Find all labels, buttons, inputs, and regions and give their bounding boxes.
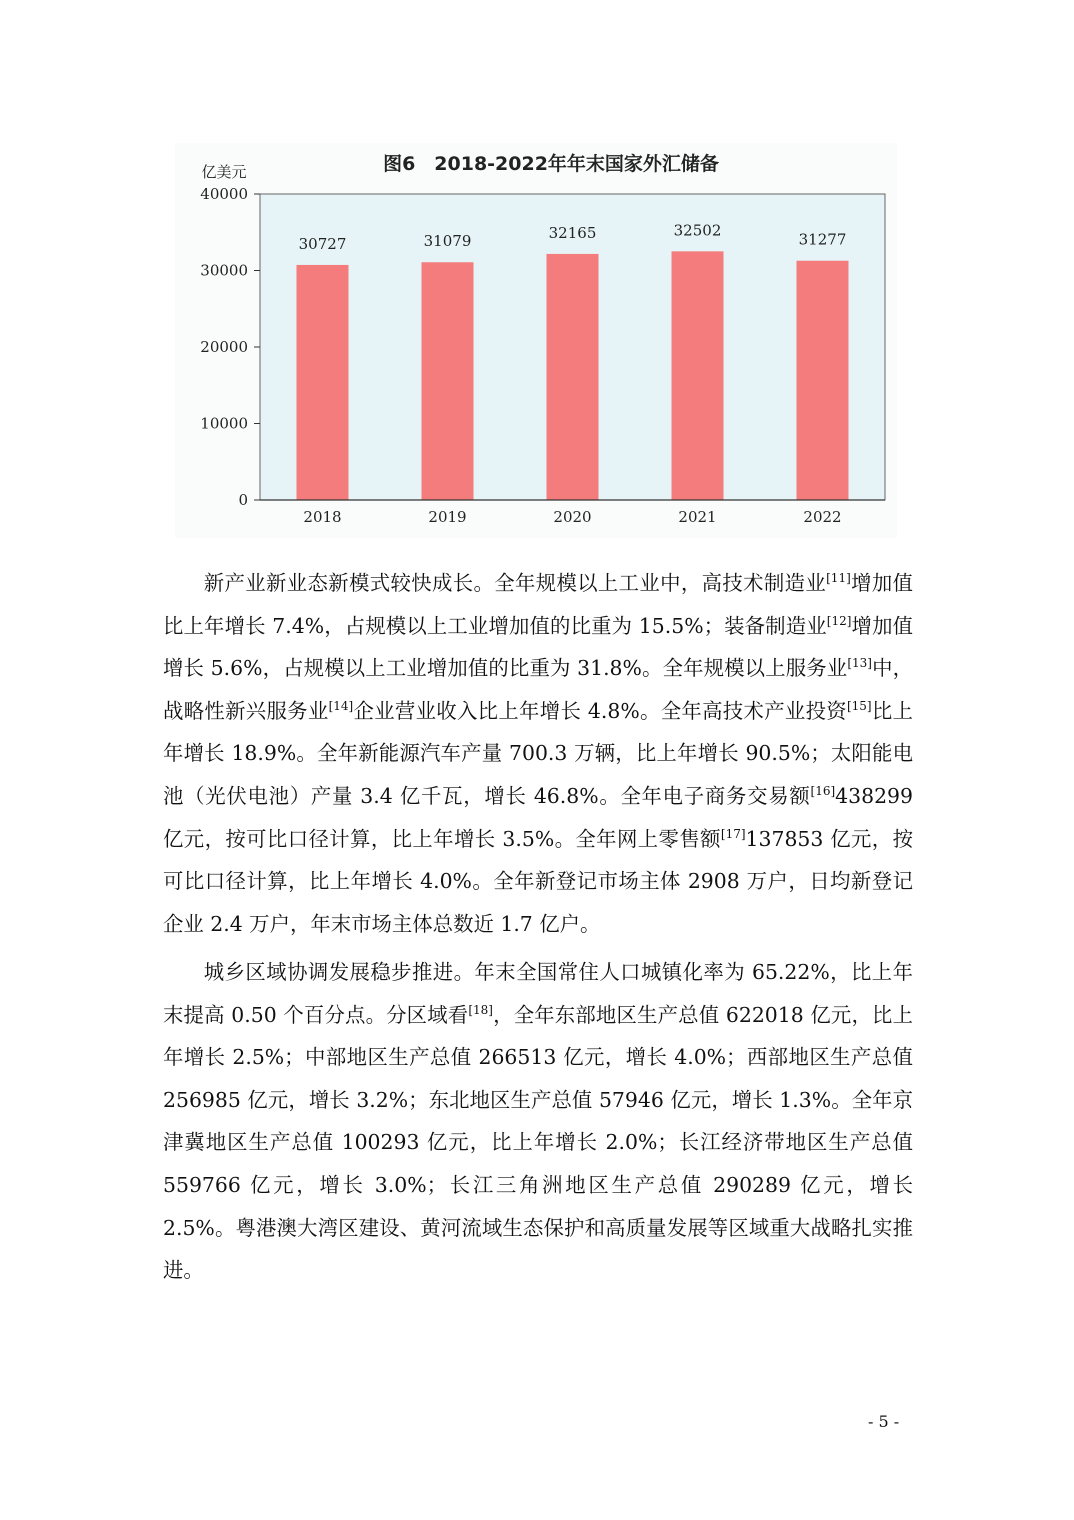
- text-run: 增加值增长 5.6%，占规模以上工业增加值的比重为 31.8%。全年规模以上服务业: [163, 613, 913, 681]
- bar-2018: [297, 265, 349, 500]
- text-run: 438299 亿元，按可比口径计算，比上年增长 3.5%。全年网上零售额: [163, 783, 913, 851]
- footnote-ref: [15]: [846, 698, 872, 713]
- text-run: 中，战略性新兴服务业: [163, 656, 914, 723]
- bar-2019: [422, 262, 474, 500]
- x-tick-label-2018: 2018: [303, 508, 342, 526]
- foreign-reserves-chart: [175, 143, 897, 538]
- footnote-ref: [16]: [810, 784, 836, 799]
- footnote-ref: [14]: [328, 698, 354, 713]
- x-tick-label-2022: 2022: [803, 508, 842, 526]
- paragraph-regional-development: [163, 951, 913, 1292]
- y-tick-label: 30000: [200, 261, 248, 280]
- x-tick-label-2020: 2020: [553, 508, 592, 526]
- text-run: 企业营业收入比上年增长 4.8%。全年高技术产业投资: [353, 698, 847, 723]
- value-label-2020: 32165: [548, 223, 597, 242]
- value-label-2022: 31277: [798, 230, 847, 249]
- x-tick-label-2019: 2019: [428, 508, 467, 526]
- y-tick-label: 0: [238, 491, 248, 509]
- footnote-ref: [12]: [826, 613, 852, 628]
- y-tick-label: 40000: [200, 185, 248, 203]
- bar-2021: [672, 251, 724, 500]
- text-run: 比上年增长 18.9%。全年新能源汽车产量 700.3 万辆，比上年增长 90.5%；太阳能电池（光伏电池）产量 3.4 亿千瓦，增长 46.8%。全年电子商务交易额: [163, 698, 913, 808]
- footnote-ref: [18]: [468, 1002, 493, 1017]
- value-label-2018: 30727: [298, 234, 347, 253]
- value-label-2019: 31079: [423, 232, 472, 251]
- bar-2022: [797, 261, 849, 500]
- text-run: 新产业新业态新模式较快成长。全年规模以上工业中，高技术制造业: [203, 571, 827, 595]
- y-axis-unit-label: 亿美元: [201, 163, 247, 181]
- paragraph-new-industries: [163, 562, 913, 945]
- value-label-2021: 32502: [673, 221, 722, 240]
- page-number: - 5 -: [868, 1412, 900, 1431]
- y-axis-ticks: [200, 185, 260, 509]
- footnote-ref: [11]: [826, 571, 851, 586]
- text-run: 137853 亿元，按可比口径计算，比上年增长 4.0%。全年新登记市场主体 2908 万户，日均新登记企业 2.4 万户，年末市场主体总数近 1.7 亿户。: [163, 826, 913, 936]
- bar-chart-svg: [175, 143, 897, 538]
- chart-title: 图6 2018-2022年年末国家外汇储备: [383, 153, 719, 175]
- text-run: 增加值比上年增长 7.4%，占规模以上工业增加值的比重为 15.5%；装备制造业: [163, 571, 913, 638]
- y-tick-label: 20000: [200, 338, 248, 356]
- x-axis-labels: [303, 508, 841, 526]
- bar-2020: [547, 254, 599, 500]
- y-tick-label: 10000: [200, 414, 248, 433]
- footnote-ref: [17]: [720, 826, 746, 841]
- text-run: 城乡区域协调发展稳步推进。年末全国常住人口城镇化率为 65.22%，比上年末提高 0.50 个百分点。分区域看: [163, 960, 913, 1027]
- x-tick-label-2021: 2021: [678, 508, 717, 526]
- footnote-ref: [13]: [847, 656, 872, 671]
- text-run: ，全年东部地区生产总值 622018 亿元，比上年增长 2.5%；中部地区生产总值 266513 亿元，增长 4.0%；西部地区生产总值 256985 亿元，增长 3.2%；东北地区生产总值 57946 亿元，增长 1.3%。全年京津冀地区生产总值 100293 亿元，比上年增长 2.0%；长江经济带地区生产总值 559766 亿元，增长 3.0%；长江三角洲地区生产总值 290289 亿元，增长 2.5%。粤港澳大湾区建设、黄河流域生态保护和高质量发展等区域重大战略扎实推进。: [163, 1002, 913, 1283]
